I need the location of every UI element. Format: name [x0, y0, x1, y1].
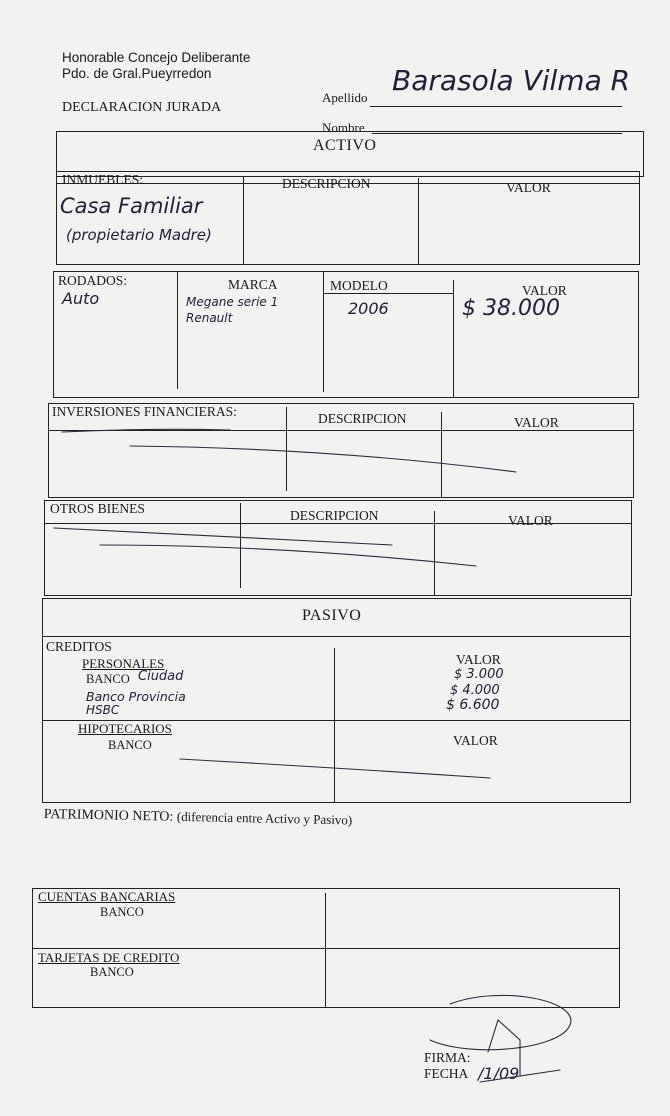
cuentas-bancarias-label: CUENTAS BANCARIAS — [38, 889, 176, 904]
inmuebles-label: INMUEBLES: — [62, 172, 143, 187]
personales-bank-3: HSBC — [86, 703, 120, 717]
rodados-marca-line1: Megane serie 1 — [186, 295, 279, 309]
otros-bienes-descripcion-header: DESCRIPCION — [290, 508, 379, 523]
otros-bienes-strike-top — [54, 528, 392, 545]
rodados-valor-header: VALOR — [522, 283, 567, 298]
hipotecarios-valor-header: VALOR — [453, 733, 498, 748]
apellido-value: Barasola Vilma R — [392, 64, 631, 97]
rodados-label: RODADOS: — [58, 273, 128, 288]
tarjetas-credito-label: TARJETAS DE CREDITO — [38, 950, 180, 965]
personales-label: PERSONALES — [82, 656, 165, 671]
personales-bank-1: Ciudad — [138, 669, 184, 684]
otros-bienes-strike-bottom — [100, 545, 476, 566]
otros-bienes-label: OTROS BIENES — [50, 501, 145, 516]
cuentas-banco-label: BANCO — [100, 905, 144, 919]
personales-amount-3: $ 6.600 — [446, 697, 500, 713]
rodados-modelo-value: 2006 — [348, 299, 389, 318]
rodados-modelo-header: MODELO — [330, 278, 388, 293]
otros-bienes-valor-header: VALOR — [508, 513, 553, 528]
rodados-tipo: Auto — [62, 289, 100, 308]
rodados-marca-header: MARCA — [228, 277, 278, 292]
hipotecarios-banco-label: BANCO — [108, 738, 152, 752]
personales-amount-2: $ 4.000 — [450, 683, 500, 698]
inversiones-valor-header: VALOR — [514, 415, 559, 430]
inversiones-label: INVERSIONES FINANCIERAS: — [52, 404, 237, 419]
rodados-valor-value: $ 38.000 — [462, 296, 560, 321]
rodados-marca-line2: Renault — [186, 311, 233, 325]
tarjetas-banco-label: BANCO — [90, 965, 134, 979]
inmuebles-entry-line1: Casa Familiar — [60, 194, 203, 218]
personales-banco-label: BANCO — [86, 672, 130, 686]
inmuebles-entry-line2: (propietario Madre) — [66, 226, 212, 244]
org-name: Honorable Concejo Deliberante — [62, 50, 251, 65]
inmuebles-descripcion-header: DESCRIPCION — [282, 176, 371, 191]
inversiones-strike-long — [130, 446, 516, 472]
pasivo-title: PASIVO — [302, 607, 362, 624]
document-title: DECLARACION JURADA — [62, 100, 222, 115]
nombre-label: Nombre — [322, 120, 365, 135]
personales-bank-2: Banco Provincia — [86, 689, 186, 704]
activo-title: ACTIVO — [313, 137, 377, 154]
patrimonio-neto-note: (diferencia entre Activo y Pasivo) — [176, 808, 353, 828]
personales-valor-header: VALOR — [456, 652, 501, 667]
org-district: Pdo. de Gral.Pueyrredon — [62, 66, 212, 81]
creditos-label: CREDITOS — [46, 639, 112, 654]
fecha-value: /1/09 — [478, 1064, 520, 1083]
hipotecarios-strike — [180, 759, 490, 778]
personales-amount-1: $ 3.000 — [454, 667, 504, 682]
patrimonio-neto-label: PATRIMONIO NETO: — [43, 806, 174, 825]
firma-label: FIRMA: — [424, 1050, 471, 1065]
inversiones-descripcion-header: DESCRIPCION — [318, 411, 407, 426]
inversiones-strike-short — [62, 429, 230, 432]
fecha-label: FECHA — [424, 1066, 469, 1081]
hipotecarios-label: HIPOTECARIOS — [78, 721, 172, 736]
apellido-label: Apellido — [322, 90, 368, 105]
signature-stroke — [488, 1020, 520, 1075]
inmuebles-valor-header: VALOR — [506, 180, 551, 195]
